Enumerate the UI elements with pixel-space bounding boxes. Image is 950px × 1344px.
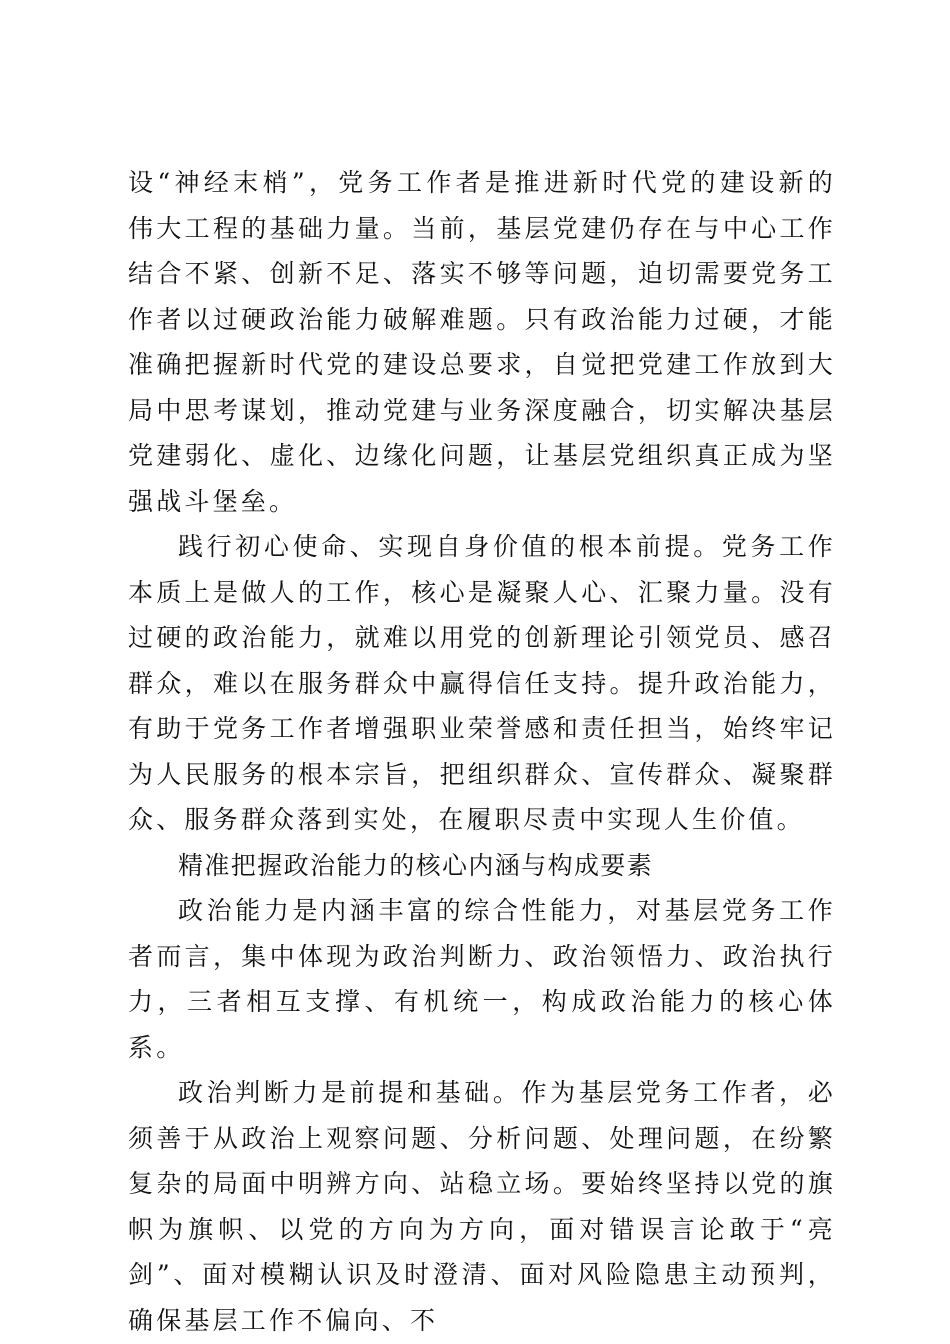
paragraph-practice-mission: 践行初心使命、实现自身价值的根本前提。党务工作本质上是做人的工作，核心是凝聚人心、汇聚力量。没有过硬的政治能力，就难以用党的创新理论引领党员、感召群众，难以在服务群众中赢得信任支持。提升政治能力，有助于党务工作者增强职业荣誉感和责任担当，始终牢记为人民服务的根本宗旨，把组织群众、宣传群众、凝聚群众、服务群众落到实处，在履职尽责中实现人生价值。: [128, 532, 836, 834]
section-heading: 精准把握政治能力的核心内涵与构成要素: [178, 850, 654, 880]
paragraph-political-ability: 政治能力是内涵丰富的综合性能力，对基层党务工作者而言，集中体现为政治判断力、政治领悟力、政治执行力，三者相互支撑、有机统一，构成政治能力的核心体系。: [128, 896, 836, 1062]
paragraph-political-judgment: 政治判断力是前提和基础。作为基层党务工作者，必须善于从政治上观察问题、分析问题、处理问题，在纷繁复杂的局面中明辨方向、站稳立场。要始终坚持以党的旗帜为旗帜、以党的方向为方向，面对错误言论敢于“亮剑”、面对模糊认识及时澄清、面对风险隐患主动预判，确保基层工作不偏向、不: [128, 1078, 836, 1335]
document-body: [128, 160, 836, 1343]
paragraph-continued: 设“神经末梢”，党务工作者是推进新时代党的建设新的伟大工程的基础力量。当前，基层党建仍存在与中心工作结合不紧、创新不足、落实不够等问题，迫切需要党务工作者以过硬政治能力破解难题。只有政治能力过硬，才能准确把握新时代党的建设总要求，自觉把党建工作放到大局中思考谋划，推动党建与业务深度融合，切实解决基层党建弱化、虚化、边缘化问题，让基层党组织真正成为坚强战斗堡垒。: [128, 168, 836, 516]
